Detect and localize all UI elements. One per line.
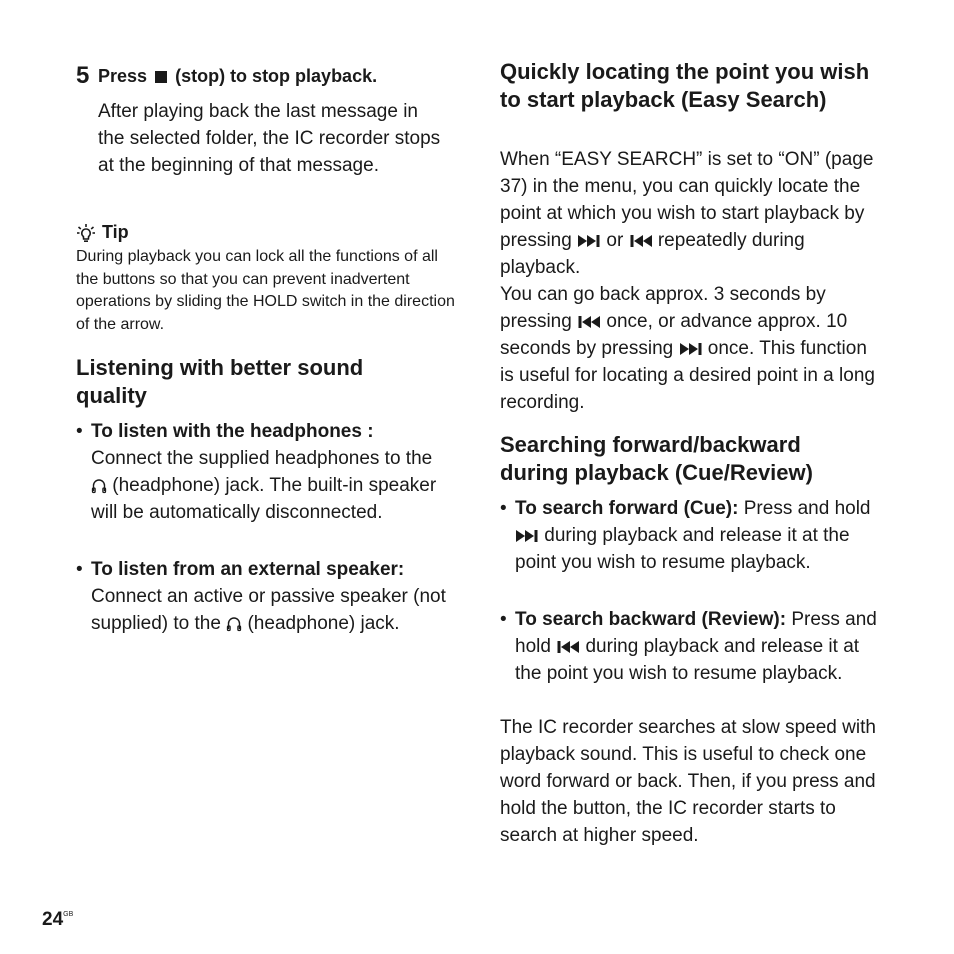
page-number-value: 24	[42, 909, 64, 930]
bullet-text-pre: Press and hold	[515, 609, 877, 657]
lightbulb-icon	[76, 223, 96, 243]
next-track-icon	[577, 234, 601, 248]
bullet-marker: •	[76, 559, 83, 580]
bullet-label: To listen from an external speaker:	[91, 559, 405, 580]
previous-track-icon	[577, 315, 601, 329]
bullet-headphones	[76, 418, 451, 526]
headphone-icon	[226, 615, 242, 633]
bullet-marker: •	[500, 609, 507, 630]
easy-search-paragraph	[500, 146, 880, 416]
step-heading	[98, 66, 377, 87]
cue-review-closing-paragraph: The IC recorder searches at slow speed with playback sound. This is useful to check one word forward or back. Then, if you press and hold the button, the IC recorder starts to search at higher speed.	[500, 717, 876, 846]
easy-search-text-6: once. This function is useful for locating a desired point in a long recording.	[500, 338, 875, 413]
tip-label: Tip	[102, 222, 129, 242]
step-heading-post: (stop) to stop playback.	[175, 66, 378, 86]
bullet-search-forward	[500, 495, 880, 576]
tip-body: During playback you can lock all the functions of all the buttons so that you can prevent inadvertent operations by sliding the HOLD switch in the direction of the arrow.	[76, 248, 455, 333]
easy-search-text-4: You can go back approx. 3 seconds by pressing	[500, 284, 826, 332]
next-track-icon	[679, 342, 703, 356]
easy-search-text-3: repeatedly during playback.	[500, 230, 805, 278]
tip-heading	[76, 222, 129, 243]
headphone-icon	[91, 477, 107, 495]
bullet-text-pre: Connect the supplied headphones to the	[91, 448, 433, 469]
bullet-text-post: during playback and release it at the point you wish to resume playback.	[515, 636, 860, 684]
bullet-label: To search forward (Cue):	[515, 498, 739, 519]
easy-search-text-1: When “EASY SEARCH” is set to “ON” (page 37) in the menu, you can quickly locate the point at which you wish to start playback by pressing	[500, 149, 874, 251]
bullet-text-post: during playback and release it at the point you wish to resume playback.	[515, 525, 850, 573]
page-number	[42, 909, 73, 931]
section-heading-easy-search: Quickly locating the point you wish to start playback (Easy Search)	[500, 59, 870, 112]
next-track-icon	[515, 529, 539, 543]
section-heading-cue-review: Searching forward/backward during playback (Cue/Review)	[500, 432, 813, 485]
previous-track-icon	[556, 640, 580, 654]
bullet-marker: •	[500, 498, 507, 519]
bullet-text-post: (headphone) jack.	[247, 613, 400, 634]
bullet-text-post: (headphone) jack. The built-in speaker will be automatically disconnected.	[91, 475, 437, 523]
bullet-marker: •	[76, 421, 83, 442]
bullet-text-pre: Press and hold	[743, 498, 871, 519]
step-heading-pre: Press	[98, 66, 148, 86]
stop-icon	[154, 70, 168, 84]
easy-search-text-5: once, or advance approx. 10 seconds by pressing	[500, 311, 848, 359]
bullet-label: To search backward (Review):	[515, 609, 787, 630]
bullet-search-backward	[500, 606, 880, 687]
section-heading-sound-quality: Listening with better sound quality	[76, 355, 364, 408]
easy-search-text-2: or	[606, 230, 624, 251]
step-number: 5	[76, 62, 90, 89]
bullet-label: To listen with the headphones :	[91, 421, 374, 442]
bullet-external-speaker	[76, 556, 451, 637]
region-code: GB	[63, 911, 74, 918]
previous-track-icon	[629, 234, 653, 248]
bullet-text-pre: Connect an active or passive speaker (not supplied) to the	[91, 586, 446, 634]
step-body: After playing back the last message in the selected folder, the IC recorder stops at the beginning of that message.	[98, 101, 441, 176]
